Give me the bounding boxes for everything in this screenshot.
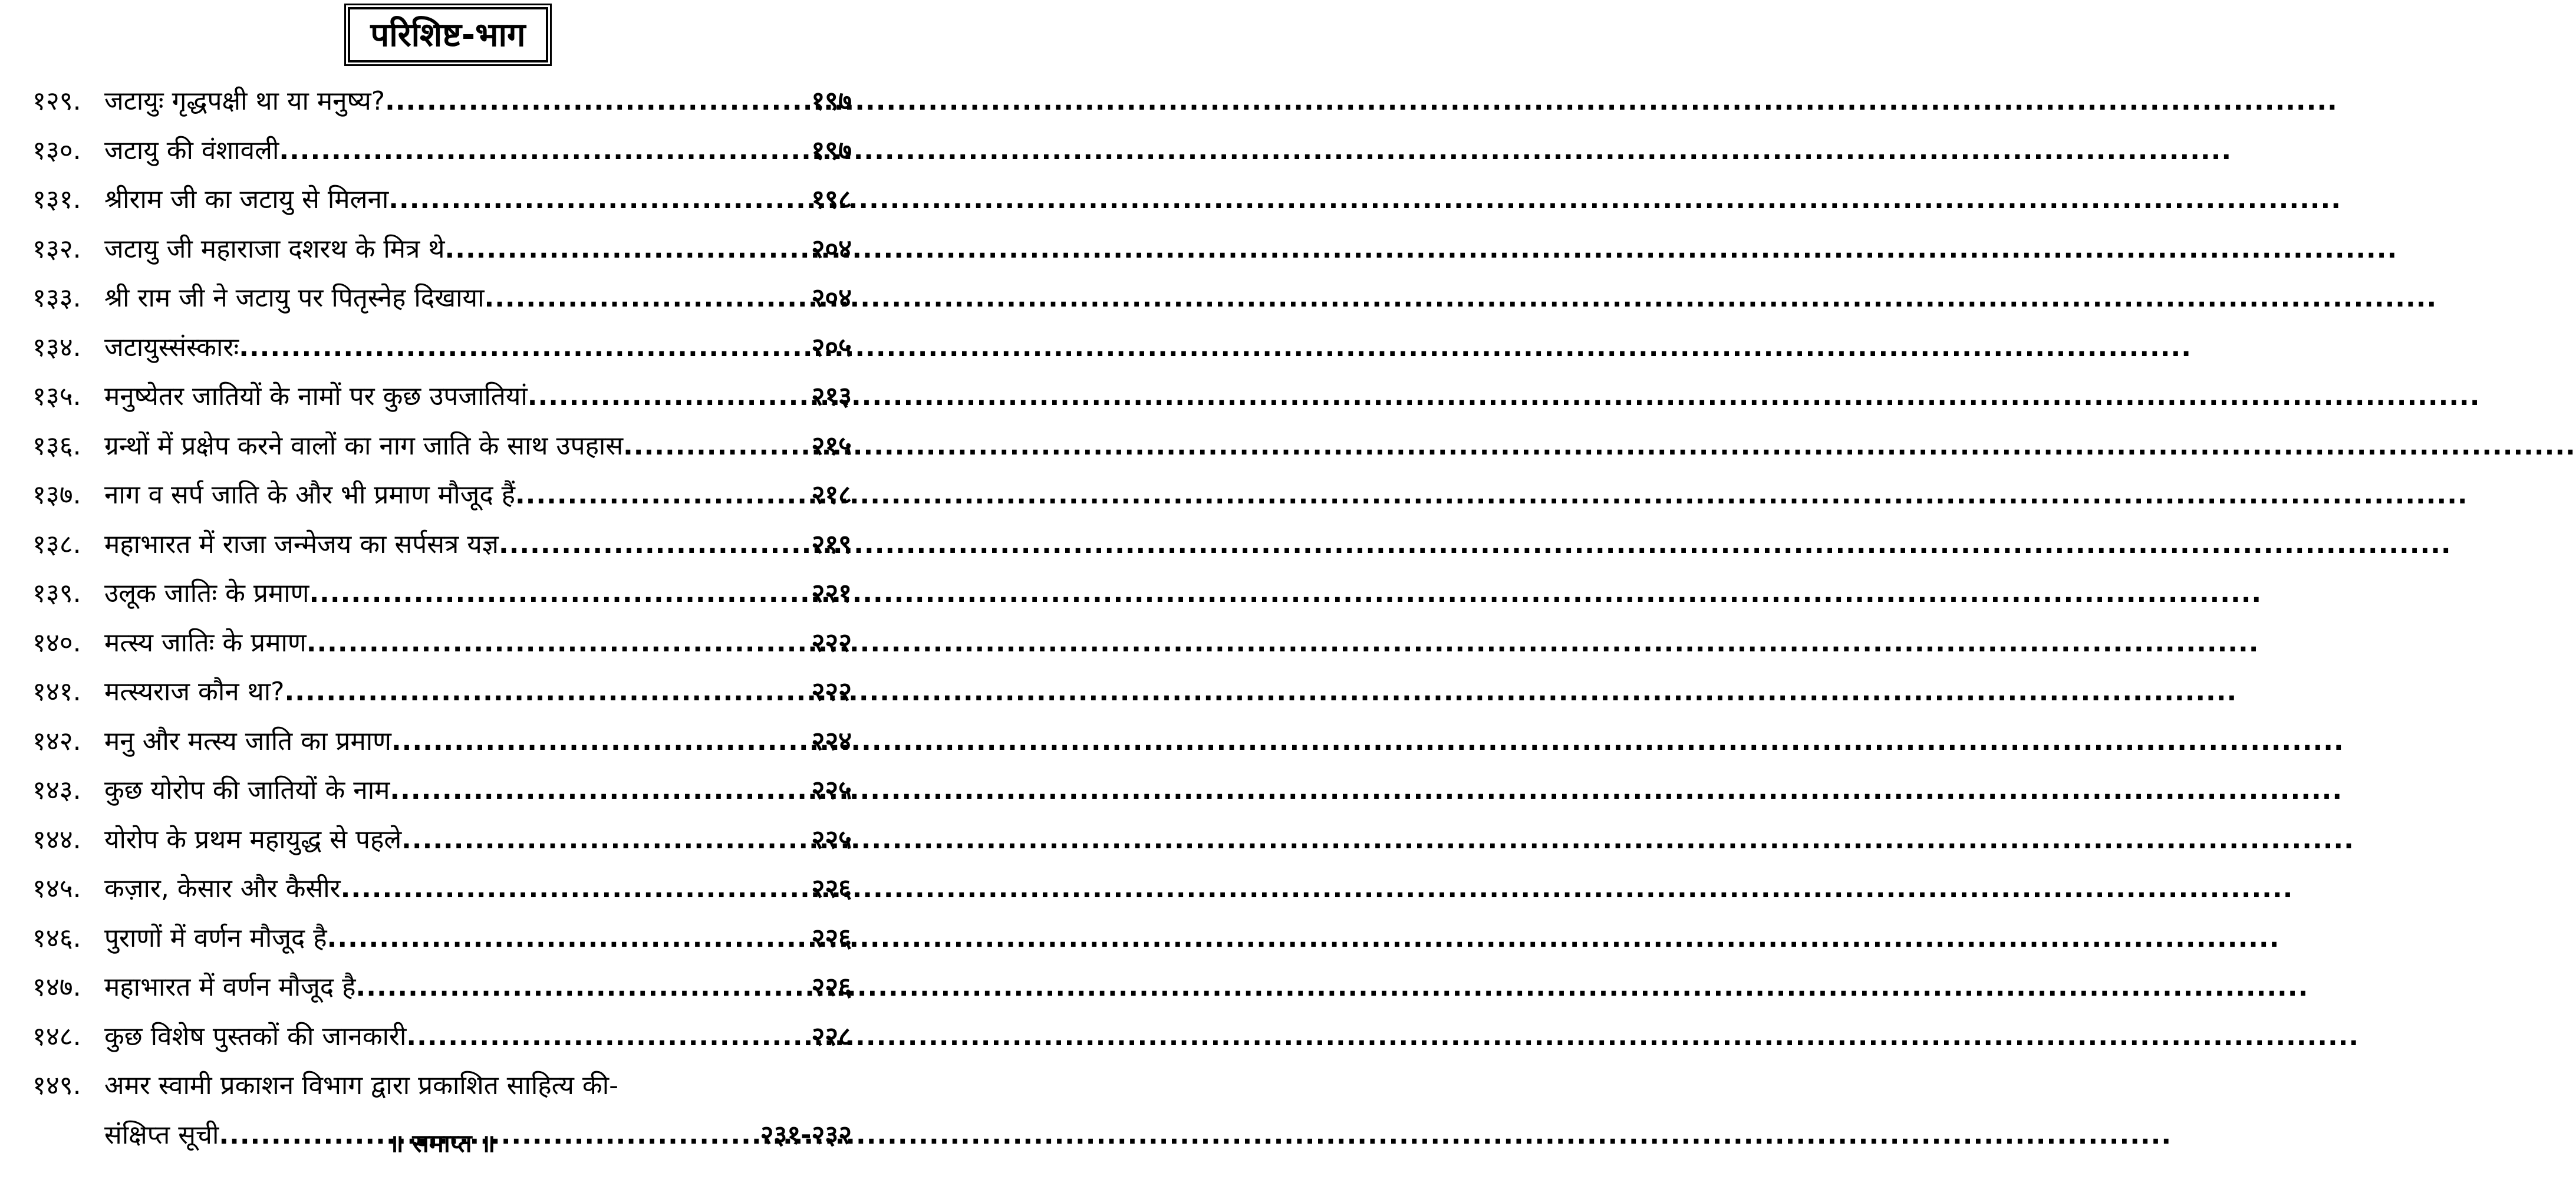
entry-page-number: २२८ [811,1021,852,1052]
toc-entry [32,421,852,471]
toc-entry [32,520,852,569]
entry-page-number: २२५ [811,775,852,805]
entry-page-number: २१९ [811,529,852,559]
entry-page-number: २०४ [811,233,852,264]
entry-page-number: २०४ [811,283,852,313]
entry-page-number: २२२ [811,627,852,658]
entry-number: १४३. [32,775,81,805]
toc-entry [32,372,852,421]
dot-leader [285,667,809,717]
entry-number: १४०. [32,627,81,658]
entry-page-number: १९७ [811,135,852,166]
dot-leader [528,372,809,421]
entry-number: १४४. [32,824,81,855]
entry-title: जटायुः गृद्धपक्षी था या मनुष्य? [104,86,386,116]
toc-entry [32,815,852,865]
toc-entry [32,77,852,126]
entry-number: १३२. [32,233,81,264]
entry-number: १४५. [32,874,81,904]
dot-leader [279,126,809,176]
toc-entry [32,225,852,274]
entry-title: मनुष्येतर जातियों के नामों पर कुछ उपजातियां [104,381,528,411]
entry-title: कज़ार, केसार और कैसीर [104,874,341,904]
entry-page-number: २२६ [811,972,852,1002]
entry-title: महाभारत में राजा जन्मेजय का सर्पसत्र यज्ञ [104,529,499,559]
entry-number: १२९. [32,86,81,116]
toc-page [0,0,884,1179]
dot-leader [385,77,809,126]
toc-entry [32,175,852,225]
entry-number: १४१. [32,677,81,707]
dot-leader [327,914,809,963]
dot-leader [401,815,809,865]
entry-title: श्रीराम जी का जटायु से मिलना [104,185,389,215]
entry-page-number: २२२ [811,677,852,707]
entry-title: ग्रन्थों में प्रक्षेप करने वालों का नाग जाति के साथ उपहास [104,430,624,461]
dot-leader [341,864,809,914]
entry-title: संक्षिप्त सूची [104,1119,219,1150]
dot-leader [390,766,809,815]
entry-number: १४८. [32,1021,81,1052]
toc-entry [32,864,852,914]
entry-page-number: १९८ [811,185,852,215]
entry-title: श्री राम जी ने जटायु पर पितृस्नेह दिखाया [104,283,485,313]
entry-page-number: २३१-२३२ [760,1119,852,1150]
dot-leader [388,175,809,225]
dot-leader [391,717,809,766]
entry-number: १४६. [32,923,81,953]
entry-page-number: २२५ [811,824,852,855]
page-heading: परिशिष्ट-भाग [348,7,548,62]
dot-leader [484,274,809,323]
entry-title: उलूक जातिः के प्रमाण [104,578,309,608]
entry-title: जटायुस्संस्कारः [104,332,239,363]
entry-page-number: २१५ [811,430,852,461]
table-of-contents [32,77,852,1160]
entry-title: योरोप के प्रथम महायुद्ध से पहले [104,824,402,855]
entry-title: नाग व सर्प जाति के और भी प्रमाण मौजूद हैं [104,480,515,510]
toc-entry [32,1061,852,1111]
entry-number: १४७. [32,972,81,1002]
entry-title: जटायु जी महाराजा दशरथ के मित्र थे [104,233,445,264]
dot-leader [499,520,809,569]
entry-page-number: २२४ [811,726,852,756]
entry-number: १३३. [32,283,81,313]
toc-entry [32,569,852,618]
toc-entry [32,323,852,373]
toc-entry [32,1012,852,1062]
heading-wrap [0,7,884,62]
dot-leader [356,963,809,1012]
entry-title: मत्स्यराज कौन था? [104,677,285,707]
entry-number: १४२. [32,726,81,756]
dot-leader [406,1012,809,1062]
toc-entry [32,126,852,176]
entry-title: अमर स्वामी प्रकाशन विभाग द्वारा प्रकाशित साहित्य की- [104,1071,618,1101]
end-mark: ॥ समाप्त ॥ [388,1129,496,1158]
dot-leader [445,225,809,274]
entry-number: १३६. [32,430,81,461]
toc-entry [32,618,852,668]
entry-number: १३५. [32,381,81,411]
toc-entry [32,470,852,520]
entry-title: महाभारत में वर्णन मौजूद है [104,972,356,1002]
toc-entry [32,766,852,815]
entry-number: १३७. [32,480,81,510]
entry-page-number: २२१ [811,578,852,608]
toc-entry [32,963,852,1012]
entry-page-number: १९७ [811,86,852,116]
toc-entry [32,914,852,963]
dot-leader [239,323,809,373]
dot-leader [623,421,809,471]
entry-title: मत्स्य जातिः के प्रमाण [104,627,307,658]
entry-title: पुराणों में वर्णन मौजूद है [104,923,327,953]
dot-leader [307,618,809,668]
entry-title: मनु और मत्स्य जाति का प्रमाण [104,726,391,756]
entry-page-number: २२६ [811,923,852,953]
entry-page-number: २०५ [811,332,852,363]
entry-number: १४९. [32,1071,81,1101]
toc-entry [32,274,852,323]
entry-title: जटायु की वंशावली [104,135,279,166]
entry-page-number: २१८ [811,480,852,510]
entry-number: १३४. [32,332,81,363]
entry-title: कुछ योरोप की जातियों के नाम [104,775,390,805]
toc-entry [32,717,852,766]
entry-page-number: २२६ [811,874,852,904]
toc-entry [32,667,852,717]
entry-title: कुछ विशेष पुस्तकों की जानकारी [104,1021,407,1052]
entry-number: १३१. [32,185,81,215]
dot-leader [309,569,809,618]
entry-number: १३८. [32,529,81,559]
entry-page-number: २१३ [811,381,852,411]
entry-number: १३९. [32,578,81,608]
dot-leader [515,470,809,520]
entry-number: १३०. [32,135,81,166]
